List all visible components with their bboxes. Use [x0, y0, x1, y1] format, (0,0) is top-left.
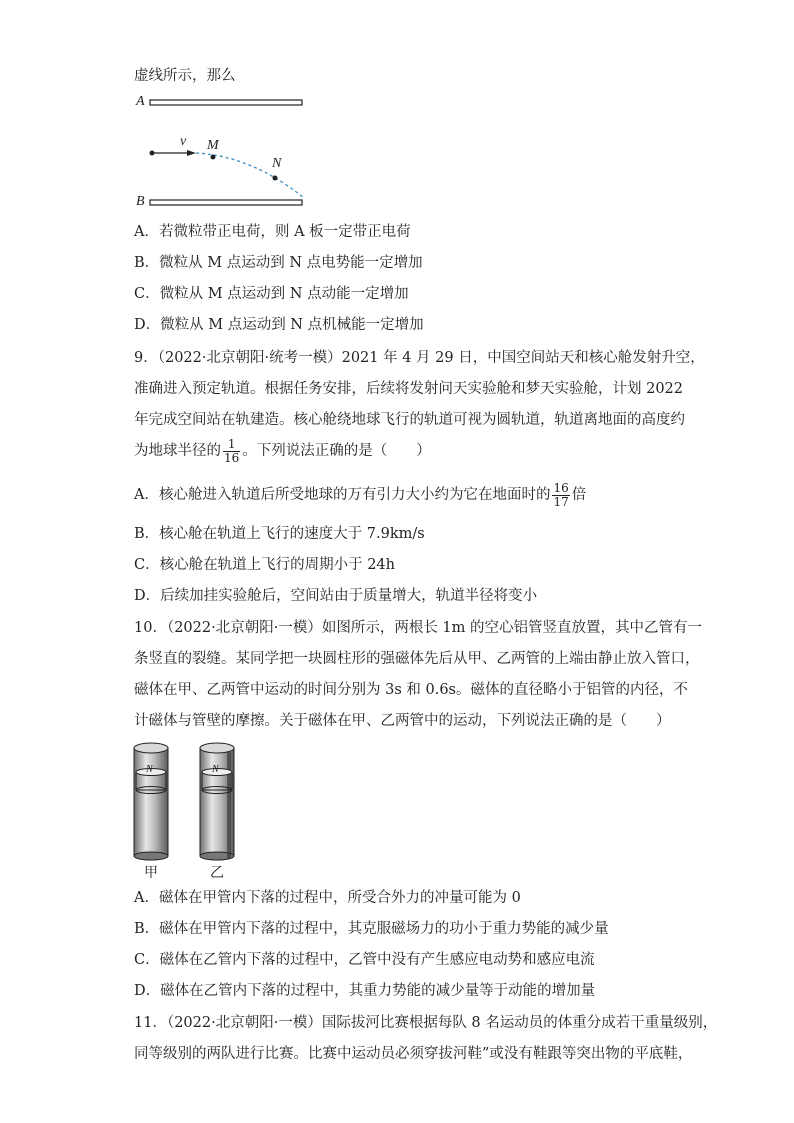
- plate-a: [150, 100, 302, 105]
- capacitor-diagram: [132, 94, 312, 212]
- tube-jia-label: 甲: [144, 865, 158, 881]
- q10-option-b: B．磁体在甲管内下落的过程中，其克服磁场力的功小于重力势能的减少量: [134, 921, 609, 937]
- q10-option-c: C．磁体在乙管内下落的过程中，乙管中没有产生感应电动势和感应电流: [134, 952, 595, 968]
- plate-b: [150, 200, 302, 205]
- capacitor-figure: [132, 94, 312, 212]
- q9-line-2: 准确进入预定轨道。根据任务安排，后续将发射问天实验舱和梦天实验舱，计划 2022: [134, 381, 684, 397]
- q9-option-b: B．核心舱在轨道上飞行的速度大于 7.9km/s: [134, 526, 425, 542]
- q9-line-4: 为地球半径的 $\frac{1}{16}$ 。下列说法正确的是（ ）: [134, 436, 431, 465]
- tube-jia: [134, 743, 168, 860]
- q9-line-3: 年完成空间站在轨建造。核心舱绕地球飞行的轨道可视为圆轨道，轨道离地面的高度约: [134, 412, 685, 428]
- q10-line-3: 磁体在甲、乙两管中运动的时间分别为 3s 和 0.6s。磁体的直径略小于铝管的内径，不: [134, 682, 688, 698]
- tubes-diagram: [128, 738, 248, 863]
- magnet-label-left: N: [146, 764, 153, 775]
- tube-yi: [200, 743, 234, 860]
- intro-text: 虚线所示，那么: [134, 68, 236, 84]
- velocity-label: v: [180, 134, 187, 149]
- fraction-sixteen-seventeenths: $\frac{16}{17}$: [553, 480, 569, 509]
- point-n-label: N: [272, 156, 282, 171]
- fraction-one-sixteenth: $\frac{1}{16}$: [224, 436, 240, 465]
- point-m: [211, 155, 216, 160]
- point-m-label: M: [207, 138, 219, 153]
- q9-line-1: 9．（2022·北京朝阳·统考一模）2021 年 4 月 29 日，中国空间站天和核心舱发射升空，: [134, 350, 705, 366]
- q8-option-c: C．微粒从 M 点运动到 N 点动能一定增加: [134, 286, 409, 302]
- q10-option-a: A．磁体在甲管内下落的过程中，所受合外力的冲量可能为 0: [134, 890, 521, 906]
- q11-line-1: 11．（2022·北京朝阳·一模）国际拔河比赛根据每队 8 名运动员的体重分成若干重量级别，: [134, 1015, 718, 1031]
- q9-option-a: A．核心舱进入轨道后所受地球的万有引力大小约为它在地面时的 $\frac{16}{17}$ 倍: [134, 480, 587, 509]
- q11-line-2: 同等级别的两队进行比赛。比赛中运动员必须穿拔河鞋”或没有鞋跟等突出物的平底鞋，: [134, 1046, 693, 1062]
- q10-line-1: 10．（2022·北京朝阳·一模）如图所示，两根长 1m 的空心铝管竖直放置，其中乙管有一: [134, 620, 703, 636]
- q8-option-b: B．微粒从 M 点运动到 N 点电势能一定增加: [134, 255, 423, 271]
- q10-option-d: D．磁体在乙管内下落的过程中，其重力势能的减少量等于动能的增加量: [134, 983, 596, 999]
- tubes-figure: [128, 738, 248, 883]
- q8-option-d: D．微粒从 M 点运动到 N 点机械能一定增加: [134, 317, 424, 333]
- tube-yi-label: 乙: [210, 865, 224, 881]
- q9-option-d: D．后续加挂实验舱后，空间站由于质量增大，轨道半径将变小: [134, 588, 538, 604]
- point-n: [273, 176, 278, 181]
- plate-b-label: B: [136, 194, 145, 209]
- q10-line-2: 条竖直的裂缝。某同学把一块圆柱形的强磁体先后从甲、乙两管的上端由静止放入管口，: [134, 651, 700, 667]
- magnet-label-right: N: [212, 764, 219, 775]
- q9-option-c: C．核心舱在轨道上飞行的周期小于 24h: [134, 557, 395, 573]
- q10-line-4: 计磁体与管壁的摩擦。关于磁体在甲、乙两管中的运动，下列说法正确的是（ ）: [134, 713, 671, 729]
- q8-option-a: A．若微粒带正电荷，则 A 板一定带正电荷: [134, 224, 411, 240]
- trajectory-path: [196, 153, 304, 198]
- plate-a-label: A: [136, 94, 145, 109]
